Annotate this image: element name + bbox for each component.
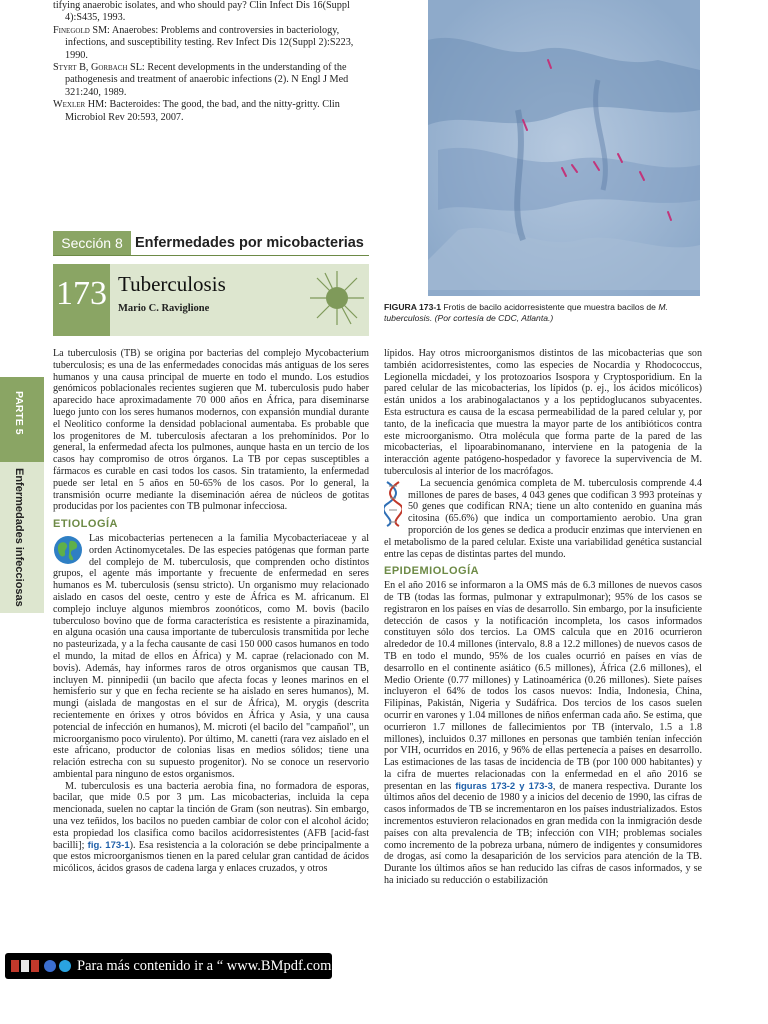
- text-column-left: [53, 348, 369, 875]
- reference-item: Wexler HM: Bacteroides: The good, the bad, and the nitty-gritty. Clin Microbiol Rev 20:593, 2007.: [53, 99, 340, 123]
- dna-icon: [384, 480, 402, 528]
- facebook-icon[interactable]: [44, 960, 56, 972]
- etiology-paragraph: Las micobacterias pertenecen a la familia Mycobacteriaceae y al orden Actinomycetales. De las especies patógenas que forman parte del complejo de M. tuberculosis, que comprenden ocho distintos grupos, el agente más importante y frecuente de enfermedad en seres humanos es M. tuberculosis (sensu stricto). Un organismo muy relacionado aislado en casos del oeste, centro y este de África es M. africanum. El complejo incluye algunos miembros zoonóticos, como M. bovis (bacilo tuberculoso bovino que de forma característica es resistente a pirazinamida, en alguna ocasión una causa importante de tuberculosis transmitida por leche no pasteurizada, y a la fecha causante de casi 150 000 casos humanos en todo el mundo, la mitad de ellos en África) y M. caprae (relacionado con M. bovis). Además, hay informes raros de otros organismos que causan TB, incluyen M. pinnipedii (un bacilo que afecta focas y leones marinos en el hemisferio sur y que en fecha reciente se ha aislado en seres humanos), M. mungi (aislada de mangostas en el sur de África), M. orygis (descrita recientemente en órixes y otros bóvidos en África y Asia, y una causa potencial de infección en humanos), M. microti (el bacilo del "campañol", un microorganismo poco virulento). Por último, M. canetti (rara vez aislado en el este africano, productor de colonias lisas en medios sólidos; tiene una relación estrecha con su supuesto progenitor). No se conoce un reservorio ambiental para ninguno de estos organismos.: [53, 532, 369, 780]
- chapter-author: Mario C. Raviglione: [118, 303, 210, 314]
- figures-link[interactable]: figuras 173-2 y 173-3: [455, 780, 553, 792]
- reference-item: tifying anaerobic isolates, and who should pay? Clin Infect Dis 16(Suppl 4):S435, 1993.: [53, 0, 350, 24]
- figure-link[interactable]: fig. 173-1: [87, 839, 130, 851]
- section-title: Enfermedades por micobacterias: [135, 235, 364, 251]
- globe-icon: [53, 535, 83, 565]
- reference-item: Styrt B, Gorbach SL: Recent developments in the understanding of the pathogenesis and treatment of anaerobic infections (2). N Engl J Med 321:240, 1989.: [53, 62, 349, 98]
- intro-paragraph: La tuberculosis (TB) se origina por bacterias del complejo Mycobacterium tuberculosis; es una de las enfermedades conocidas más antiguas de los seres humanos y una causa principal de muerte en todo el mundo. Los estudios genómicos poblacionales recientes sugieren que M. tuberculosis pudo haber aparecido hace aproximadamente 70 000 años en África, para diseminarse luego junto con los seres humanos modernos, con expansión mundial durante el Neolítico conforme la densidad poblacional aumentaba. Es probable que los progenitores de M. tuberculosis afectaran a los prehomínidos. Por lo general, la enfermedad afecta los pulmones, aunque hasta en un tercio de los casos hay compromiso de otros órganos. La TB por cepas susceptibles a fármacos es curable en casi todos los casos. Sin tratamiento, la enfermedad puede ser letal en 5 años en 50-65% de los casos. Por lo general, la transmisión ocurre mediante la diseminación aérea de núcleos de gotitas producidas por los pacientes con TB pulmonar infecciosa.: [53, 348, 369, 513]
- section-tag: Sección 8: [53, 231, 131, 255]
- chapter-number: 173: [53, 264, 110, 336]
- text-column-right: [384, 348, 702, 887]
- bacterium-icon: [307, 268, 367, 328]
- etiology-heading: ETIOLOGÍA: [53, 518, 118, 531]
- promo-banner[interactable]: [5, 953, 342, 979]
- micrograph-image: [428, 0, 700, 296]
- epidemiology-paragraph: En el año 2016 se informaron a la OMS más de 6.3 millones de nuevos casos de TB (todas las formas, pulmonar y extrapulmonar); 95% de los casos se registraron en los países en vías de desarrollo. Sin embargo, por la insuficiente detección de casos y la notificación incompleta, los casos informados constituyen sólo dos tercios. La OMS calcula que en 2016 ocurrieron alrededor de 10.4 millones (intervalo, 8.8 a 12.2 millones) de nuevos casos de TB en todo el mundo, 95% de los cuales ocurrió en países en vías de desarrollo en el continente asiático (6.5 millones), África (2.6 millones), el Medio Oriente (0.77 millones) y Latinoamérica (0.26 millones). Siete países incluyeron el 64% de todos los casos nuevos: India, Indonesia, China, Filipinas, Pakistán, Nigeria y Sudáfrica. Dos tercios de los casos suelen ocurrir en varones y 1.04 millones de niños enferman cada año. Se estima, que ocurrieron 1.7 millones de fallecimientos por TB (intervalo, 1.5 a 1.8 millones), incluidos 0.37 millones en personas que también tenían infección por VIH, ocurridos en 2016, y 96% de ellas pertenecía a países en desarrollo. Las estimaciones de las tasas de incidencia de TB (por 100 000 habitantes) y la cifra de muertes relacionadas con la enfermedad en el año 2016 se presentan en las figuras 173-2 y 173-3, de manera respectiva. Durante los últimos años del decenio de 1980 y a inicios del decenio de 1990, las cifras de casos informados de TB se incrementaron en los países industrializados. Estos incrementos estuvieron relacionados en gran medida con la inmigración desde países con alta prevalencia de TB; infección con VIH; problemas sociales como incremento de la pobreza urbana, número de indigentes y consumidores de drogas, así como la desaparición de los servicios para atención de la TB. Durante los últimos años se han reducido las cifras de casos informados, y se ha iniciado su reducción o estabilización: [384, 580, 702, 887]
- microbiology-paragraph: M. tuberculosis es una bacteria aerobia fina, no formadora de esporas, bacilar, que mide 0.5 por 3 µm. Las micobacterias, incluida la cepa mencionada, suelen no captar la tinción de Gram (son neutras). Sin embargo, una vez teñidos, los bacilos no pueden cambiar de color con el alcohol ácido; esta propiedad los clasifica como bacilos acidorresistentes (AFB [acid-fast bacilli]; fig. 173-1). Esa resistencia a la coloración se debe principalmente a que estos microorganismos tienen en la pared celular gran cantidad de ácidos micólicos, ácidos grasos de cadena larga y enlaces cruzados, y otros: [53, 780, 369, 875]
- part-label: PARTE 5: [13, 391, 25, 435]
- genome-paragraph: La secuencia genómica completa de M. tuberculosis comprende 4.4 millones de pares de bases, 4 043 genes que codifican 3 993 proteínas y 50 genes que codifican RNA; tiene un alto contenido en guanina más citosina (65.6%) que indica un comportamiento aerobio. Una gran proporción de los genes se dedica a producir enzimas que intervienen en el metabolismo de la pared celular. Existe una variabilidad genética sustancial entre las cepas de distintas partes del mundo.: [384, 477, 702, 560]
- chapter-title: Tuberculosis: [118, 272, 226, 296]
- promo-text[interactable]: Para más contenido ir a “ www.BMpdf.com ”: [77, 958, 342, 974]
- epidemiology-heading: EPIDEMIOLOGÍA: [384, 565, 480, 578]
- references-list: [53, 0, 371, 124]
- part-title: Enfermedades infecciosas: [13, 468, 25, 607]
- figure-label: FIGURA 173-1: [384, 302, 441, 312]
- figure-caption: FIGURA 173-1 Frotis de bacilo acidorresistente que muestra bacilos de M. tuberculosis. (Por cortesía de CDC, Atlanta.): [384, 302, 668, 323]
- reference-item: Finegold SM: Anaerobes: Problems and controversies in bacteriology, infections, and susceptibility testing. Rev Infect Dis 12(Suppl 2):S223, 1990.: [53, 24, 354, 61]
- section-header: [53, 231, 369, 256]
- telegram-icon[interactable]: [59, 960, 71, 972]
- logo-icon: [11, 958, 39, 974]
- cell-wall-paragraph: lípidos. Hay otros microorganismos distintos de las micobacterias que son también acidorresistentes, como las especies de Nocardia y Rhodococcus, Legionella micdadei, y los protozoarios Isospora y Cryptosporidium. En la pared celular de las micobacterias, los lípidos (p. ej., los ácidos micólicos) están unidos a los arabinogalactanos y a los peptidoglucanos subyacentes. Esta estructura es causa de la escasa permeabilidad de la pared celular y, por tanto, de la ineficacia que muestra la mayor parte de los antibióticos contra este microorganismo. Otra molécula que forma parte de la pared de las micobacterias, el lipoarabinomanano, interviene en la patogenia de la interacción agente patógeno-hospedador y favorece la supervivencia de M. tuberculosis al interior de los macrófagos.: [384, 348, 702, 477]
- chapter-header: [110, 264, 369, 336]
- part-side-tab: [0, 377, 44, 613]
